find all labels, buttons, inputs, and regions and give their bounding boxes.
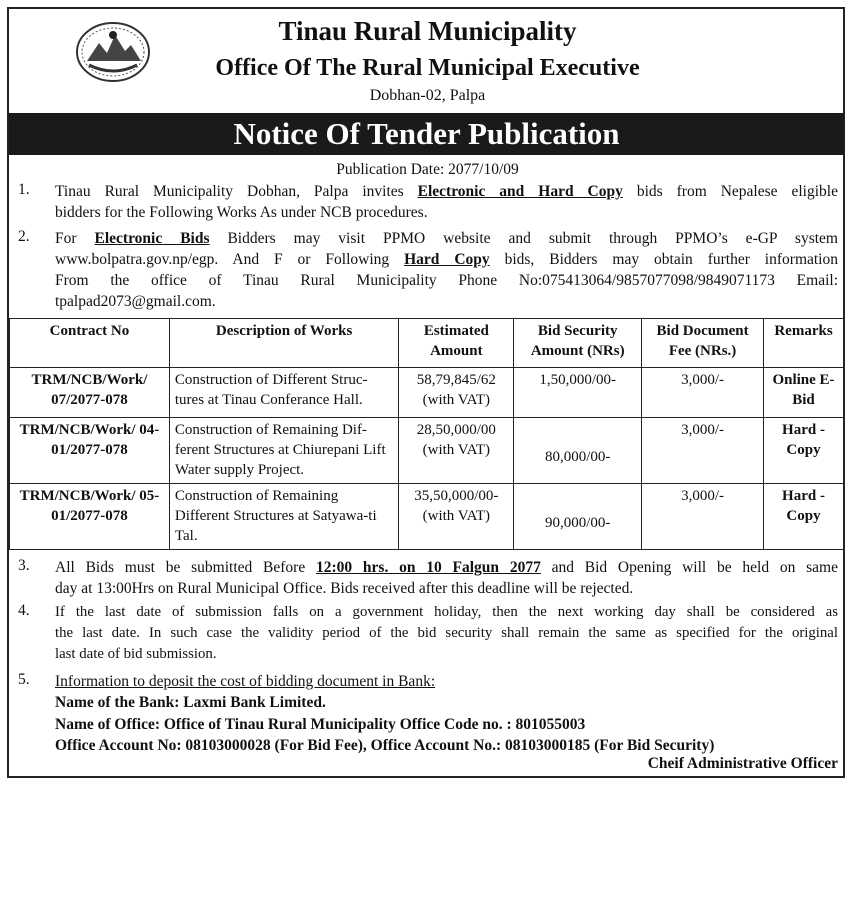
contract-no: TRM/NCB/Work/ 04-01/2077-078 [10, 418, 170, 484]
item-number-5: 5. [18, 671, 30, 688]
estimated-amount: 58,79,845/62 (with VAT) [399, 368, 514, 418]
table-row [10, 368, 844, 418]
remarks: Hard -Copy [764, 418, 844, 484]
item-5-text: Information to deposit the cost of bidding document in Bank: [55, 673, 436, 690]
item-1-text [55, 181, 838, 223]
item-4-line-2: the last date. In such case the validity period of the bid security shall remain the same as specified for the original [55, 625, 838, 641]
estimated-amount: 28,50,000/00 (with VAT) [399, 418, 514, 484]
work-description: Construction of Different Struc-tures at Tinau Conferance Hall. [169, 368, 399, 418]
col-header-contract: Contract No [10, 319, 170, 368]
item-number-1: 1. [18, 181, 30, 198]
office-title: Office Of The Rural Municipal Executive [215, 55, 640, 81]
document-fee: 3,000/- [642, 484, 764, 550]
item-2-highlight-electronic: Electronic Bids [94, 230, 210, 247]
item-3-line-1 [55, 557, 838, 578]
contract-no: TRM/NCB/Work/ 05-01/2077-078 [10, 484, 170, 550]
work-description: Construction of Remaining Dif-ferent Structures at Chiurepani Lift Water supply Project. [169, 418, 399, 484]
bid-security: 80,000/00- [514, 418, 642, 484]
item-3-deadline: 12:00 hrs. on 10 Falgun 2077 [315, 559, 541, 576]
item-1-text-a: Tinau Rural Municipality Dobhan, Palpa invites [55, 183, 418, 200]
col-header-estimate: Estimated Amount [399, 319, 514, 368]
item-2-highlight-hardcopy: Hard Copy [404, 251, 490, 268]
table-header-row [10, 319, 844, 368]
item-1-line-2: bidders for the Following Works As under NCB procedures. [55, 204, 428, 221]
item-2-text [55, 228, 838, 312]
item-2-line-4: tpalpad2073@gmail.com. [55, 293, 216, 310]
document-fee: 3,000/- [642, 368, 764, 418]
item-2-text-c: www.bolpatra.gov.np/egp. And F or Following [55, 251, 405, 268]
col-header-description: Description of Works [169, 319, 399, 368]
contract-no: TRM/NCB/Work/ 07/2077-078 [10, 368, 170, 418]
item-3-line-2: day at 13:00Hrs on Rural Municipal Office. Bids received after this deadline will be rejected. [55, 580, 634, 597]
bank-office: Name of Office: Office of Tinau Rural Municipality Office Code no. : 801055003 [55, 715, 586, 733]
col-header-security: Bid Security Amount (NRs) [514, 319, 642, 368]
municipality-name: Tinau Rural Municipality [278, 16, 577, 46]
work-description: Construction of Remaining Different Structures at Satyawa-ti Tal. [169, 484, 399, 550]
tender-table [9, 318, 844, 550]
bank-accounts: Office Account No: 08103000028 (For Bid Fee), Office Account No.: 08103000185 (For Bid Security) [55, 737, 715, 754]
item-2-line-2 [55, 249, 838, 270]
document-fee: 3,000/- [642, 418, 764, 484]
notice-title: Notice Of Tender Publication [9, 113, 844, 155]
item-2-text-d: bids, Bidders may obtain further information [489, 251, 838, 268]
remarks: Online E-Bid [764, 368, 844, 418]
col-header-remarks: Remarks [764, 319, 844, 368]
item-1-line-1 [55, 181, 838, 202]
item-2-text-b: Bidders may visit PPMO website and submit through PPMO’s e-GP system [209, 230, 838, 247]
item-4-text [55, 602, 838, 665]
item-1-highlight: Electronic and Hard Copy [417, 183, 623, 200]
table-row [10, 484, 844, 550]
item-2-text-a: For [55, 230, 95, 247]
signatory: Cheif Administrative Officer [647, 755, 838, 772]
bank-name: Name of the Bank: Laxmi Bank Limited. [55, 694, 326, 711]
item-4-line-3: last date of bid submission. [55, 646, 217, 662]
item-3-text-b: and Bid Opening will be held on same [540, 559, 838, 576]
item-2-line-1 [55, 228, 838, 249]
item-number-2: 2. [18, 228, 30, 245]
item-number-3: 3. [18, 557, 30, 574]
item-number-4: 4. [18, 602, 30, 619]
publication-date: Publication Date: 2077/10/09 [336, 161, 519, 178]
bid-security: 90,000/00- [514, 484, 642, 550]
item-4-line-1: If the last date of submission falls on a government holiday, then the next working day shall be considered as [55, 604, 838, 620]
office-address: Dobhan-02, Palpa [369, 87, 486, 104]
estimated-amount: 35,50,000/00- (with VAT) [399, 484, 514, 550]
remarks: Hard - Copy [764, 484, 844, 550]
col-header-fee: Bid Document Fee (NRs.) [642, 319, 764, 368]
item-1-text-b: bids from Nepalese eligible [622, 183, 838, 200]
item-3-text-a: All Bids must be submitted Before [55, 559, 316, 576]
bid-security: 1,50,000/00- [514, 368, 642, 418]
table-row [10, 418, 844, 484]
item-3-text [55, 557, 838, 599]
bank-details [55, 692, 714, 757]
item-2-line-3: From the office of Tinau Rural Municipality Phone No:075413064/9857077098/9849071173 Email: [55, 272, 838, 289]
